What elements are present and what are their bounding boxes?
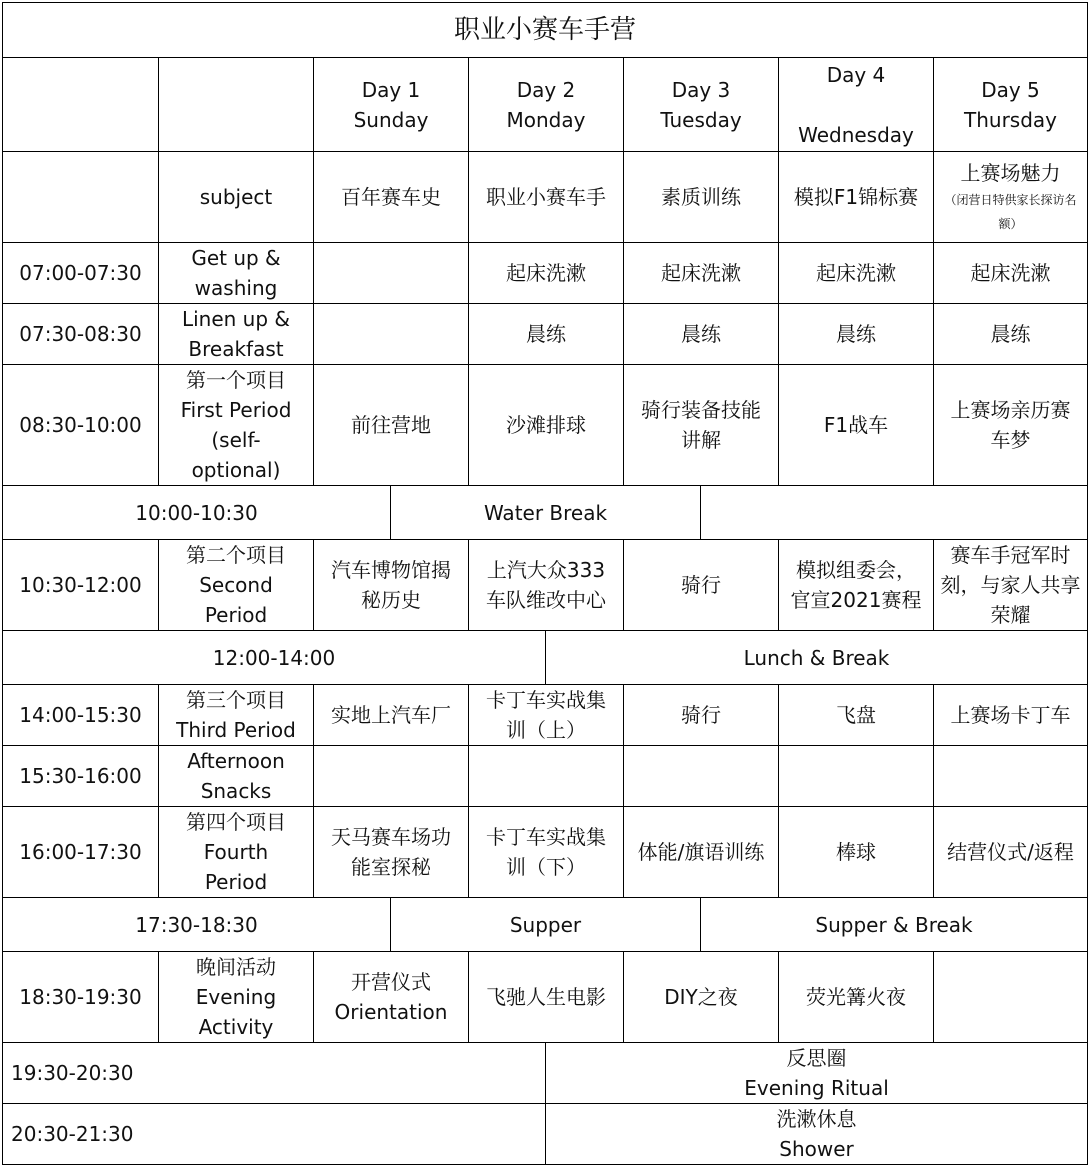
activity-cell-day-3: 晨练 <box>623 303 779 365</box>
time-cell-wide: 10:00-10:30 <box>2 485 391 540</box>
time-cell: 08:30-10:00 <box>2 364 159 486</box>
activity-cell-day-1: 开营仪式 Orientation <box>313 951 469 1043</box>
period-en: First Period (self-optional) <box>180 398 292 482</box>
day-label: Day 1 <box>361 77 421 102</box>
activity-cell-day-3: 起床洗漱 <box>623 242 779 304</box>
activity-cell-day-1 <box>313 745 469 807</box>
weekday-label: Thursday <box>964 107 1057 132</box>
weekday-label: Wednesday <box>798 122 914 147</box>
activity-cell-day-2: 卡丁车实战集训（上） <box>468 684 624 746</box>
period-cell <box>158 684 314 746</box>
period-cell <box>158 364 314 486</box>
period-cell: Linen up & Breakfast <box>158 303 314 365</box>
weekday-label: Monday <box>506 107 586 132</box>
lunch-cell: Lunch & Break <box>545 630 1088 685</box>
activity-cell-day-3 <box>623 745 779 807</box>
activity-cell-day-3: 骑行 <box>623 684 779 746</box>
header-blank-period <box>158 57 314 152</box>
subject-day-4: 模拟F1锦标赛 <box>778 151 934 243</box>
ritual-cn: 反思圈 <box>786 1046 847 1070</box>
activity-cell-day-5 <box>933 951 1088 1043</box>
time-cell: 18:30-19:30 <box>2 951 159 1043</box>
period-cn: 晚间活动 <box>196 955 276 979</box>
period-cell: Afternoon Snacks <box>158 745 314 807</box>
shower-cell <box>545 1103 1088 1165</box>
period-cn: 第一个项目 <box>186 368 286 392</box>
header-day-2 <box>468 57 624 152</box>
time-cell-wide: 19:30-20:30 <box>2 1042 546 1104</box>
activity-cell-day-5: 晨练 <box>933 303 1088 365</box>
activity-cell-day-4: 荧光篝火夜 <box>778 951 934 1043</box>
activity-cell-day-5: 上赛场卡丁车 <box>933 684 1088 746</box>
activity-cell-day-5: 结营仪式/返程 <box>933 806 1088 898</box>
activity-cell-day-1 <box>313 242 469 304</box>
header-day-1 <box>313 57 469 152</box>
activity-cell-day-2: 卡丁车实战集训（下） <box>468 806 624 898</box>
ritual-en: Evening Ritual <box>744 1076 889 1100</box>
time-cell: 15:30-16:00 <box>2 745 159 807</box>
supper-break-cell: Supper & Break <box>700 897 1088 952</box>
shower-cn: 洗漱休息 <box>776 1107 857 1131</box>
activity-cell-day-2: 晨练 <box>468 303 624 365</box>
header-blank-time <box>2 57 159 152</box>
activity-cell-day-4: 晨练 <box>778 303 934 365</box>
subject-text: 上赛场魅力 <box>960 161 1061 185</box>
activity-cell-day-2: 沙滩排球 <box>468 364 624 486</box>
activity-cell-day-4: 棒球 <box>778 806 934 898</box>
shower-en: Shower <box>779 1137 854 1161</box>
weekday-label: Tuesday <box>660 107 742 132</box>
time-cell: 07:30-08:30 <box>2 303 159 365</box>
period-cn: 第二个项目 <box>186 543 286 567</box>
time-cell: 16:00-17:30 <box>2 806 159 898</box>
weekday-label: Sunday <box>353 107 429 132</box>
activity-cell-day-3: 骑行装备技能讲解 <box>623 364 779 486</box>
period-cell <box>158 806 314 898</box>
activity-cell-day-2: 上汽大众333车队维改中心 <box>468 539 624 631</box>
activity-cell-day-4: 飞盘 <box>778 684 934 746</box>
subject-note: （闭营日特供家长探访名额） <box>944 193 1077 231</box>
activity-cell-day-1: 实地上汽车厂 <box>313 684 469 746</box>
subject-blank-time <box>2 151 159 243</box>
subject-day-3: 素质训练 <box>623 151 779 243</box>
time-cell: 07:00-07:30 <box>2 242 159 304</box>
subject-day-5 <box>933 151 1088 243</box>
supper-cell: Supper <box>390 897 701 952</box>
activity-cell-day-2 <box>468 745 624 807</box>
activity-cell-day-1: 汽车博物馆揭秘历史 <box>313 539 469 631</box>
period-en: Second Period <box>199 573 273 627</box>
activity-cell-day-3: 体能/旗语训练 <box>623 806 779 898</box>
subject-day-2: 职业小赛车手 <box>468 151 624 243</box>
activity-cell-day-5: 赛车手冠军时刻，与家人共享荣耀 <box>933 539 1088 631</box>
period-cell: Get up & washing <box>158 242 314 304</box>
activity-cell-day-3: 骑行 <box>623 539 779 631</box>
time-cell: 10:30-12:00 <box>2 539 159 631</box>
period-en: Third Period <box>176 718 296 742</box>
period-en: Evening Activity <box>195 985 277 1039</box>
activity-cell-day-1: 天马赛车场功能室探秘 <box>313 806 469 898</box>
header-day-4 <box>778 57 934 152</box>
time-cell: 14:00-15:30 <box>2 684 159 746</box>
time-cell-wide: 20:30-21:30 <box>2 1103 546 1165</box>
activity-cell-day-4: 模拟组委会，官宣2021赛程 <box>778 539 934 631</box>
activity-cell-day-4: F1战车 <box>778 364 934 486</box>
time-cell-wide: 17:30-18:30 <box>2 897 391 952</box>
activity-cell-day-2: 起床洗漱 <box>468 242 624 304</box>
activity-cell-day-1 <box>313 303 469 365</box>
activity-cell-day-3: DIY之夜 <box>623 951 779 1043</box>
activity-cell-day-5: 起床洗漱 <box>933 242 1088 304</box>
break-cell: Water Break <box>390 485 701 540</box>
activity-cell-day-2: 飞驰人生电影 <box>468 951 624 1043</box>
header-day-3 <box>623 57 779 152</box>
break-blank <box>700 485 1088 540</box>
activity-cell-day-4: 起床洗漱 <box>778 242 934 304</box>
subject-label: subject <box>158 151 314 243</box>
activity-cell-day-4 <box>778 745 934 807</box>
day-label: Day 3 <box>671 77 731 102</box>
evening-ritual-cell <box>545 1042 1088 1104</box>
day-label: Day 5 <box>981 77 1040 102</box>
period-cn: 第四个项目 <box>186 810 286 834</box>
period-cell <box>158 539 314 631</box>
activity-cell-day-5 <box>933 745 1088 807</box>
activity-cell-day-1: 前往营地 <box>313 364 469 486</box>
activity-cell-day-5: 上赛场亲历赛车梦 <box>933 364 1088 486</box>
period-cell <box>158 951 314 1043</box>
day-label: Day 4 <box>826 62 886 87</box>
period-cn: 第三个项目 <box>186 688 286 712</box>
page-title: 职业小赛车手营 <box>2 2 1088 58</box>
header-day-5 <box>933 57 1088 152</box>
day-label: Day 2 <box>516 77 576 102</box>
time-cell-wide: 12:00-14:00 <box>2 630 546 685</box>
period-en: Fourth Period <box>203 840 269 894</box>
subject-day-1: 百年赛车史 <box>313 151 469 243</box>
